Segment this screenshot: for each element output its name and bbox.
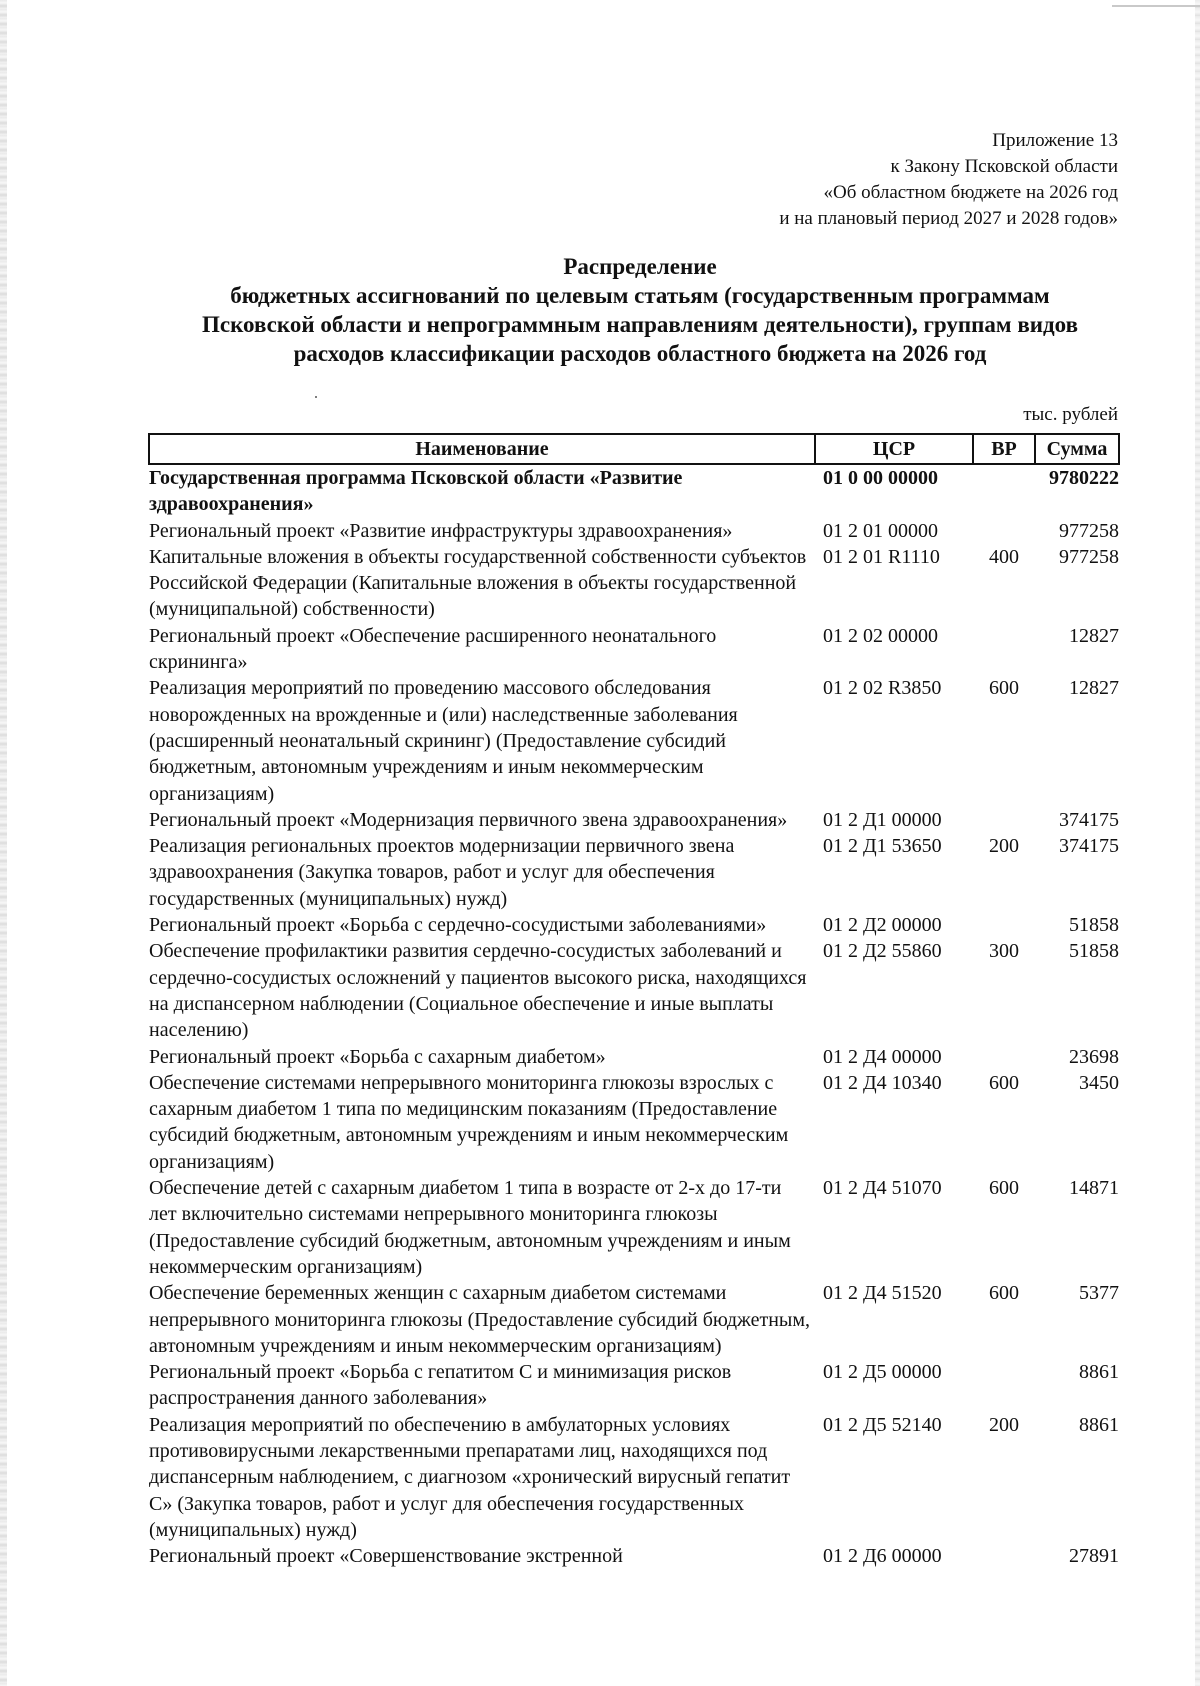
row-name: Обеспечение профилактики развития сердечно-сосудистых заболеваний и сердечно-сосудистых осложнений у пациентов высокого риска, находящихся на диспансерном наблюдении (Социальное обеспечение и иные выплаты населению) [149,940,807,1042]
row-name: Реализация мероприятий по обеспечению в амбулаторных условиях противовирусными лекарственными препаратами лиц, находящихся под диспансерным наблюдением, с диагнозом «хронический вирусный гепатит С» (Закупка товаров, работ и услуг для обеспечения государственных (муниципальных) нужд) [149,1413,791,1541]
row-csr: 01 2 Д4 51520 [823,1282,942,1305]
row-name: Реализация региональных проектов модернизации первичного звена здравоохранения (Закупка товаров, работ и услуг для обеспечения государственных (муниципальных) нужд) [149,835,735,910]
row-name: Региональный проект «Борьба с сахарным диабетом» [149,1045,606,1068]
row-name: Региональный проект «Совершенствование экстренной [149,1545,623,1568]
row-vr [973,1543,1035,1569]
title-line-4: расходов классификации расходов областного бюджета на 2026 год [293,341,987,366]
row-name: Обеспечение детей с сахарным диабетом 1 типа в возрасте от 2-х до 17-ти лет включительно системами непрерывного мониторинга глюкозы (Предоставление субсидий бюджетным, автономным учреждениям и иным некоммерческим организациям) [149,1177,791,1278]
row-sum: 51858 [1069,914,1119,937]
row-sum: 5377 [1079,1282,1119,1305]
table-row [149,623,1119,676]
document-title [120,252,1160,368]
row-sum: 12827 [1069,624,1119,647]
row-csr: 01 2 02 R3850 [823,677,942,700]
header-vr: ВР [973,434,1035,464]
row-vr [973,1359,1035,1412]
title-line-2: бюджетных ассигнований по целевым статьям (государственным программам [230,283,1050,308]
row-vr: 300 [989,940,1019,963]
table-row [149,464,1119,518]
row-sum: 977258 [1059,545,1119,568]
row-vr [973,1044,1035,1070]
appendix-law: к Закону Псковской области [890,156,1118,177]
row-name: Региональный проект «Борьба с гепатитом С и минимизация рисков распространения данного заболевания» [149,1361,732,1410]
budget-table [148,433,1120,1569]
row-vr: 600 [989,1282,1019,1305]
row-sum: 14871 [1069,1177,1119,1200]
table-row [149,833,1119,912]
row-name: Региональный проект «Развитие инфраструктуры здравоохранения» [149,519,733,542]
row-vr [973,912,1035,938]
row-vr [973,464,1035,518]
units-label: тыс. рублей [1023,404,1118,425]
row-vr [973,623,1035,676]
row-name: Обеспечение системами непрерывного мониторинга глюкозы взрослых с сахарным диабетом 1 типа по медицинским показаниям (Предоставление субсидий бюджетным, автономным учреждениям и иным некоммерческим организациям) [149,1071,789,1173]
header-sum: Сумма [1035,434,1119,464]
appendix-law-title: «Об областном бюджете на 2026 год [823,182,1118,203]
row-vr: 200 [989,835,1019,858]
appendix-reference [658,128,1118,232]
table-row [149,1044,1119,1070]
table-row [149,1543,1119,1569]
row-sum: 3450 [1079,1071,1119,1094]
table-row [149,1359,1119,1412]
row-csr: 01 2 Д2 00000 [823,914,942,937]
table-row [149,1412,1119,1543]
row-sum: 9780222 [1049,467,1119,489]
appendix-law-period: и на плановый период 2027 и 2028 годов» [779,208,1118,229]
row-csr: 01 2 Д2 55860 [823,940,942,963]
row-sum: 23698 [1069,1045,1119,1068]
title-line-1: Распределение [563,254,717,279]
row-sum: 8861 [1079,1361,1119,1384]
table-header-row [149,434,1119,464]
row-name: Обеспечение беременных женщин с сахарным диабетом системами непрерывного мониторинга глюкозы (Предоставление субсидий бюджетным, автономным учреждениям и иным некоммерческим организациям) [149,1282,811,1357]
table-row [149,912,1119,938]
header-name: Наименование [149,434,815,464]
table-row [149,938,1119,1043]
table-row [149,807,1119,833]
row-csr: 01 2 Д4 51070 [823,1177,942,1200]
row-sum: 51858 [1069,940,1119,963]
table-row [149,518,1119,544]
row-vr [973,807,1035,833]
row-csr: 01 2 Д5 00000 [823,1361,942,1384]
table-row [149,1070,1119,1175]
header-csr: ЦСР [815,434,973,464]
row-csr: 01 0 00 00000 [823,467,938,489]
row-csr: 01 2 01 R1110 [823,545,940,568]
row-vr: 600 [989,1071,1019,1094]
table-row [149,675,1119,806]
row-name: Капитальные вложения в объекты государственной собственности субъектов Российской Федерации (Капитальные вложения в объекты государственной (муниципальной) собственности) [149,545,807,621]
row-sum: 374175 [1059,835,1119,858]
row-sum: 27891 [1069,1545,1119,1568]
row-vr: 600 [989,1177,1019,1200]
row-sum: 8861 [1079,1413,1119,1436]
row-vr: 400 [989,545,1019,568]
row-name: Региональный проект «Модернизация первичного звена здравоохранения» [149,808,788,831]
scan-edge-left [0,0,7,1686]
row-csr: 01 2 Д1 00000 [823,808,942,831]
row-vr [973,518,1035,544]
title-line-3: Псковской области и непрограммным направлениям деятельности), группам видов [202,312,1078,337]
row-csr: 01 2 01 00000 [823,519,938,542]
row-csr: 01 2 02 00000 [823,624,938,647]
appendix-number: Приложение 13 [992,130,1118,151]
scan-corner-line [1112,5,1200,7]
row-vr: 200 [989,1413,1019,1436]
scan-speck [315,396,317,398]
row-name: Государственная программа Псковской области «Развитие здравоохранения» [149,467,683,516]
table-row [149,1175,1119,1280]
row-name: Региональный проект «Борьба с сердечно-сосудистыми заболеваниями» [149,914,767,937]
table-row [149,1280,1119,1359]
row-name: Реализация мероприятий по проведению массового обследования новорожденных на врожденные и (или) наследственные заболевания (расширенный неонатальный скрининг) (Предоставление субсидий бюджетным, автономным учреждениям и иным некоммерческим организациям) [149,677,738,805]
scan-edge-right [1195,0,1200,1686]
table-row [149,544,1119,623]
row-sum: 374175 [1059,808,1119,831]
row-sum: 977258 [1059,519,1119,542]
row-sum: 12827 [1069,677,1119,700]
row-csr: 01 2 Д5 52140 [823,1413,942,1436]
row-csr: 01 2 Д4 10340 [823,1071,942,1094]
row-name: Региональный проект «Обеспечение расширенного неонатального скрининга» [149,624,717,674]
row-vr: 600 [989,677,1019,700]
row-csr: 01 2 Д4 00000 [823,1045,942,1068]
row-csr: 01 2 Д6 00000 [823,1545,942,1568]
row-csr: 01 2 Д1 53650 [823,835,942,858]
